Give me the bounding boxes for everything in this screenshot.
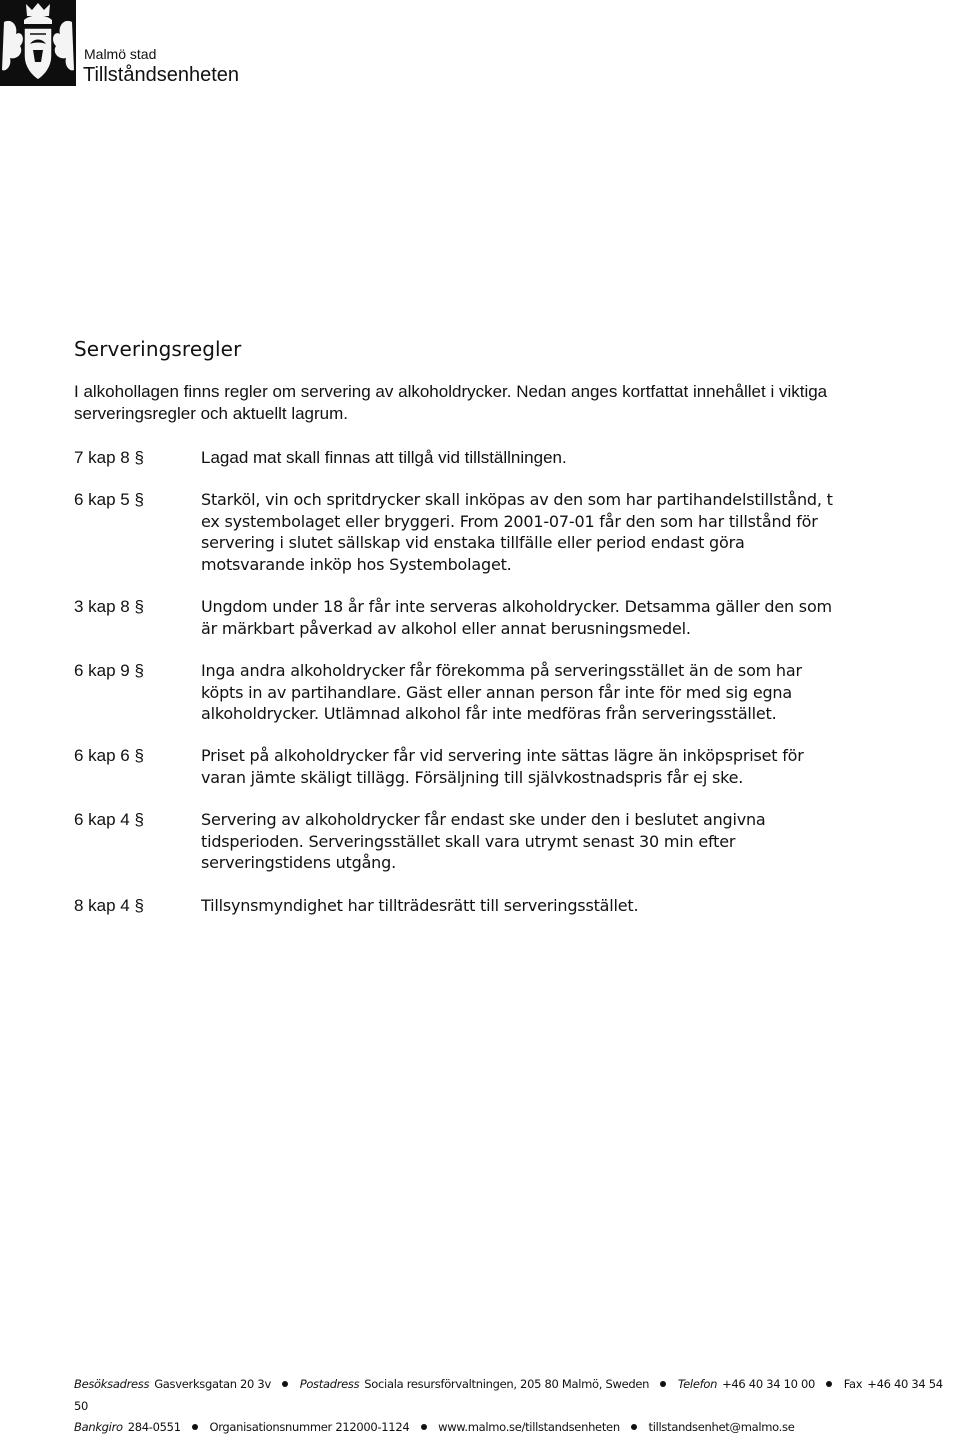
bullet-icon [826,1381,832,1387]
rule-text: Lagad mat skall finnas att tillgå vid tillställningen. [201,448,567,467]
department-name: Tillståndsenheten [83,64,240,86]
bankgiro-number: 284-0551 [127,1420,181,1434]
bullet-icon [421,1424,427,1430]
malmo-coat-of-arms-logo [0,0,76,86]
visit-address-label: Besöksadress [74,1377,150,1391]
postal-address-label: Postadress [299,1377,360,1391]
rule-reference: 8 kap 4 § [74,896,144,915]
bankgiro-label: Bankgiro [74,1420,123,1434]
rule-text: Inga andra alkoholdrycker får förekomma på serveringsstället än de som har köpts in av partihandlare. Gäst eller annan person får inte för med sig egna alkoholdrycker. Utlämnad alkohol får inte medföras från serveringsstället. [201,661,802,723]
footer-line-2 [74,1417,954,1439]
phone-label: Telefon [677,1377,718,1391]
rule-reference: 6 kap 4 § [74,810,144,829]
rule-reference: 6 kap 9 § [74,661,144,680]
fax-number: +46 40 34 54 50 [74,1377,943,1413]
email-link[interactable]: tillstandsenhet@malmo.se [648,1420,795,1434]
visit-address: Gasverksgatan 20 3v [154,1377,271,1391]
rule-text: Starköl, vin och spritdrycker skall inköpas av den som har partihandelstillstånd, t ex systembolaget eller bryggeri. From 2001-07-01 får den som har tillstånd för servering i slutet sällskap vid enstaka tillfälle eller period endast göra motsvarande inköp hos Systembolaget. [201,490,833,574]
rule-reference: 3 kap 8 § [74,597,144,616]
footer-contact-info [74,1374,954,1439]
phone-number: +46 40 34 10 00 [722,1377,816,1391]
fax-label: Fax [843,1377,863,1391]
intro-paragraph: I alkohollagen finns regler om servering av alkoholdrycker. Nedan anges kortfattat innehållet i viktiga serveringsregler och aktuellt lagrum. [74,382,828,423]
rule-text: Ungdom under 18 år får inte serveras alkoholdrycker. Detsamma gäller den som är märkbart påverkad av alkohol eller annat berusningsmedel. [201,597,832,638]
bullet-icon [631,1424,637,1430]
rule-reference: 6 kap 6 § [74,746,144,765]
rule-reference: 7 kap 8 § [74,448,144,467]
coat-of-arms-icon [0,0,76,86]
website-link[interactable]: www.malmo.se/tillstandsenheten [438,1420,620,1434]
footer-line-1 [74,1374,954,1417]
rule-reference: 6 kap 5 § [74,490,144,509]
organisation-number: Organisationsnummer 212000-1124 [209,1420,410,1434]
organization-name: Malmö stad [84,46,157,62]
rule-text: Tillsynsmyndighet har tillträdesrätt till serveringsstället. [201,896,639,915]
rule-text: Priset på alkoholdrycker får vid servering inte sättas lägre än inköpspriset för varan jämte skäligt tillägg. Försäljning till självkostnadspris får ej ske. [201,746,804,787]
bullet-icon [282,1381,288,1387]
postal-address: Sociala resursförvaltningen, 205 80 Malmö, Sweden [364,1377,650,1391]
rule-text: Servering av alkoholdrycker får endast ske under den i beslutet angivna tidsperioden. Serveringsstället skall vara utrymt senast 30 min efter serveringstidens utgång. [201,810,766,872]
page-title: Serveringsregler [74,337,242,361]
bullet-icon [660,1381,666,1387]
bullet-icon [192,1424,198,1430]
